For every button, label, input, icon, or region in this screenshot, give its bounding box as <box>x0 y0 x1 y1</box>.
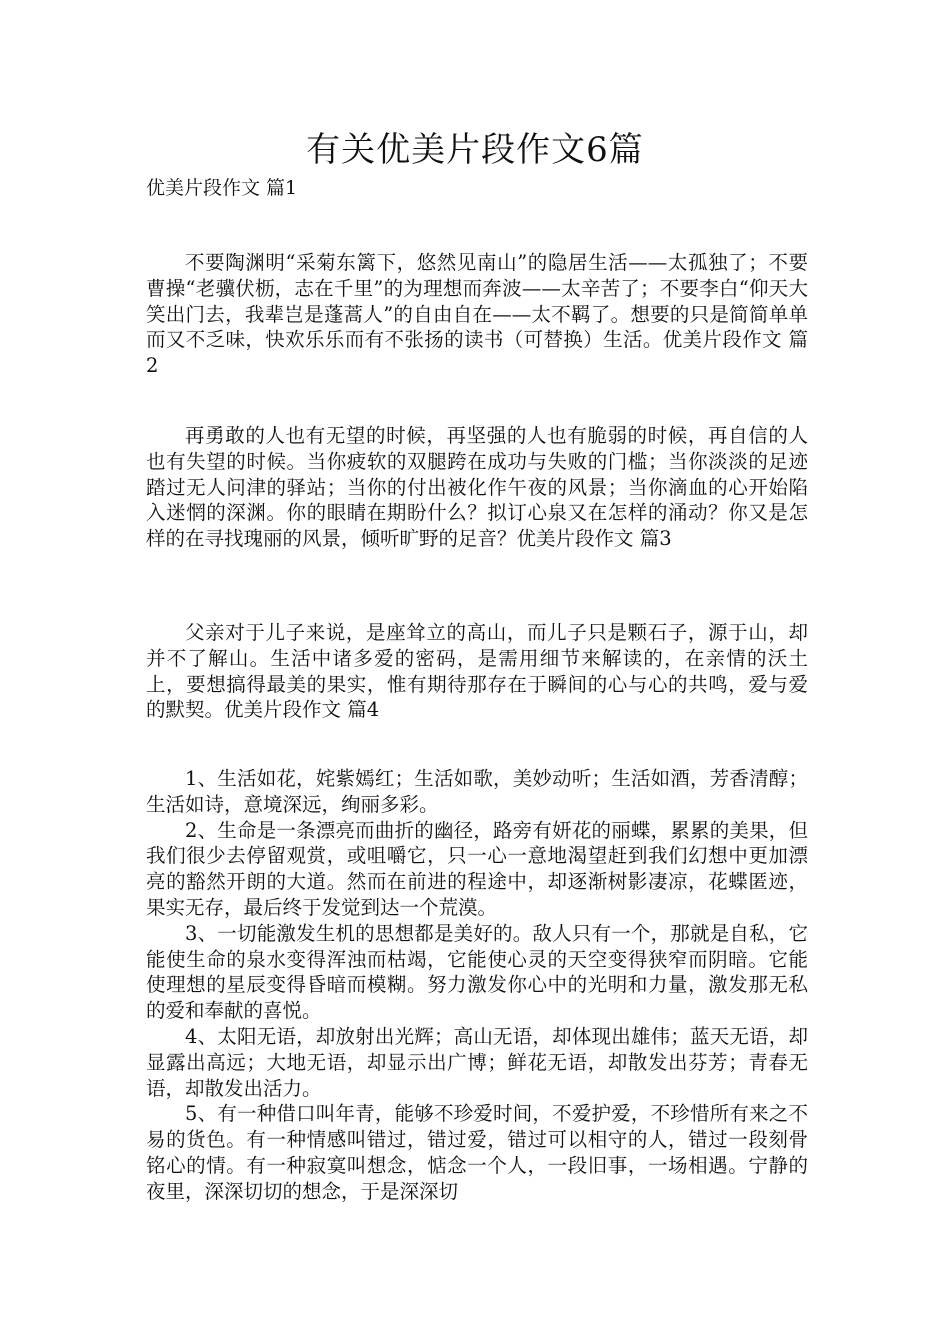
list-item: 2、生命是一条漂亮而曲折的幽径，路旁有妍花的丽蝶，累累的美果，但我们很少去停留观赏，或咀嚼它，只一心一意地渴望赶到我们幻想中更加漂亮的豁然开朗的大道。然而在前进的程途中，却逐渐树影凄凉，花蝶匿迹，果实无存，最后终于发觉到达一个荒漠。 <box>146 818 808 919</box>
paragraph-1: 不要陶渊明“采菊东篱下，悠然见南山”的隐居生活——太孤独了；不要曹操“老骥伏枥，志在千里”的为理想而奔波——太辛苦了；不要李白“仰天大笑出门去，我辈岂是蓬蒿人”的自由自在——太不羁了。想要的只是简简单单而又不乏味，快欢乐乐而有不张扬的读书（可替换）生活。优美片段作文 篇2 <box>146 251 808 378</box>
paragraph-2: 再勇敢的人也有无望的时候，再坚强的人也有脆弱的时候，再自信的人也有失望的时候。当你疲软的双腿跨在成功与失败的门槛；当你淡淡的足迹踏过无人问津的驿站；当你的付出被化作午夜的风景；当你滴血的心开始陷入迷惘的深渊。你的眼睛在期盼什么？拟订心泉又在怎样的涌动？你又是怎样的在寻找瑰丽的风景，倾听旷野的足音？优美片段作文 篇3 <box>146 424 808 551</box>
list-item: 1、生活如花，姹紫嫣红；生活如歌，美妙动听；生活如酒，芳香清醇；生活如诗，意境深远，绚丽多彩。 <box>146 767 808 816</box>
document-title: 有关优美片段作文6篇 <box>306 130 644 170</box>
paragraph-3: 父亲对于儿子来说，是座耸立的高山，而儿子只是颗石子，源于山，却并不了解山。生活中诸多爱的密码，是需用细节来解读的，在亲情的沃土上，要想搞得最美的果实，惟有期待那存在于瞬间的心与心的共鸣，爱与爱的默契。优美片段作文 篇4 <box>146 621 808 722</box>
numbered-list <box>146 766 808 1205</box>
list-item: 3、一切能激发生机的思想都是美好的。敌人只有一个，那就是自私，它能使生命的泉水变得浑浊而枯竭，它能使心灵的天空变得狭窄而阴暗。它能使理想的星辰变得昏暗而模糊。努力激发你心中的光明和力量，激发那无私的爱和奉献的喜悦。 <box>146 921 808 1023</box>
list-item: 4、太阳无语，却放射出光辉；高山无语，却体现出雄伟；蓝天无语，却显露出高远；大地无语，却显示出广博；鲜花无语，却散发出芬芳；青春无语，却散发出活力。 <box>146 1024 808 1100</box>
list-item: 5、有一种借口叫年青，能够不珍爱时间，不爱护爱，不珍惜所有来之不易的货色。有一种情感叫错过，错过爱，错过可以相守的人，错过一段刻骨铭心的情。有一种寂寞叫想念，惦念一个人，一段旧事，一场相遇。宁静的夜里，深深切切的想念，于是深深切 <box>146 1102 808 1203</box>
section-heading-1: 优美片段作文 篇1 <box>146 177 298 199</box>
